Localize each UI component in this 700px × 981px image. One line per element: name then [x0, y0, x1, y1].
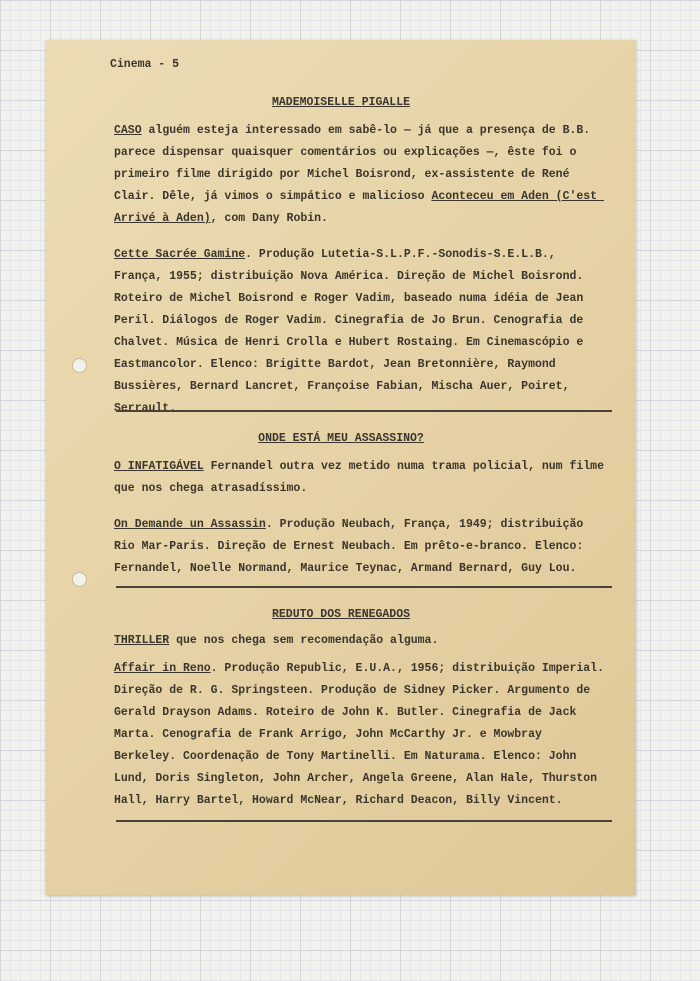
lead-text: que nos chega sem recomendação alguma.: [169, 634, 439, 647]
credits-text: . Produção Neubach, França, 1949; distribuição Rio Mar-Paris. Direção de Ernest Neubach. Em prêto-e-branco. Elenco: Fernandel, Noelle Normand, Maurice Teynac, Armand Bernard, Guy Lou.: [114, 518, 591, 575]
original-title: On Demande un Assassin: [114, 518, 266, 531]
lead-head: CASO: [114, 124, 142, 137]
section-divider: [116, 410, 612, 412]
review-title: REDUTO DOS RENEGADOS: [271, 608, 411, 621]
lead-text: Fernandel outra vez metido numa trama policial, num filme que nos chega atrasadíssimo.: [114, 460, 611, 495]
film-credits: [114, 514, 606, 580]
credits-text: . Produção Lutetia-S.L.P.F.-Sonodis-S.E.L.B., França, 1955; distribuição Nova América. Direção de Michel Boisrond. Roteiro de Michel Boisrond e Roger Vadim, baseado numa idéia de Jean Peril. Diálogos de Roger Vadim. Cinegrafia de Jo Brun. Cenografia de Chalvet. Música de Henri Crolla e Hubert Rostaing. Em Cinemascópio e Eastmancolor. Elenco: Brigitte Bardot, Jean Bretonnière, Raymond Bussières, Bernard Lancret, Françoise Fabian, Mischa Auer, Poiret, Serrault.: [114, 248, 591, 415]
section-divider: [116, 586, 612, 588]
review-lead: [114, 456, 611, 500]
lead-text: alguém esteja interessado em sabê-lo — já que a presença de B.B. parece dispensar quaisquer comentários ou explicações —, êste foi o primeiro filme dirigido por Michel Boisrond, ex-assistente de René Clair. Dêle, já vimos o simpático e malicioso: [114, 124, 598, 203]
punch-hole: [72, 572, 87, 587]
film-credits: [114, 658, 611, 812]
review-lead: [114, 120, 606, 230]
page-header: Cinema - 5: [110, 58, 180, 71]
review-lead: [114, 630, 606, 652]
original-title: Cette Sacrée Gamine: [114, 248, 246, 261]
review-title: ONDE ESTÁ MEU ASSASSINO?: [258, 432, 424, 445]
punch-hole: [72, 358, 87, 373]
section-divider: [116, 820, 612, 822]
film-reference: Aconteceu em Aden (C'est Arrivé à Aden): [114, 190, 604, 225]
typewritten-page: [46, 40, 636, 895]
review-title: MADEMOISELLE PIGALLE: [271, 96, 411, 109]
credits-text: . Produção Republic, E.U.A., 1956; distribuição Imperial. Direção de R. G. Springsteen. Produção de Sidney Picker. Argumento de Gerald Drayson Adams. Roteiro de John K. Butler. Cinegrafia de Jack Marta. Cenografia de Frank Arrigo, John McCarthy Jr. e Mowbray Berkeley. Coordenação de Tony Martinelli. Em Naturama. Elenco: John Lund, Doris Singleton, John Archer, Angela Greene, Alan Hale, Thurston Hall, Harry Bartel, Howard McNear, Richard Deacon, Billy Vincent.: [114, 662, 611, 807]
lead-head: O INFATIGÁVEL: [114, 460, 204, 473]
lead-tail: , com Dany Robin.: [210, 212, 328, 225]
film-credits: [114, 244, 606, 420]
lead-head: THRILLER: [114, 634, 170, 647]
original-title: Affair in Reno: [114, 662, 211, 675]
